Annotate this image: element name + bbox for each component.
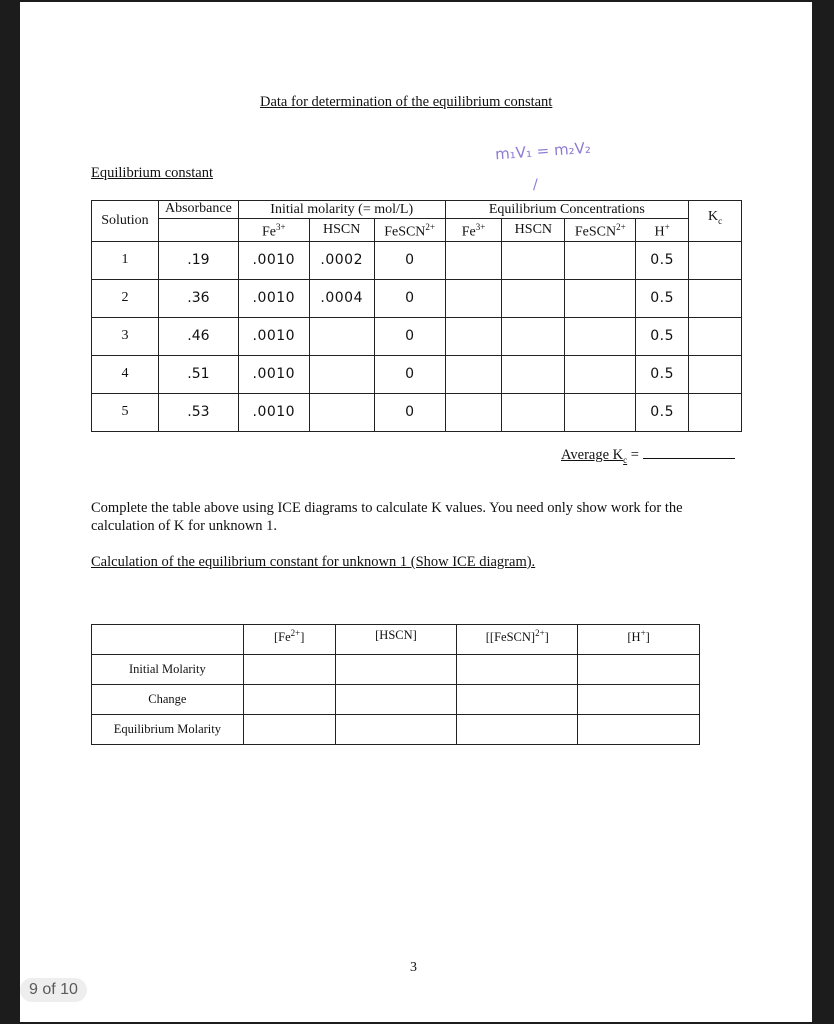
ice-cell xyxy=(457,685,578,715)
cell-eq-fescn xyxy=(565,355,636,393)
table-row xyxy=(92,393,742,431)
cell-initial-fe: .0010 xyxy=(238,241,309,279)
cell-absorbance: .19 xyxy=(158,241,238,279)
header-kc: $K_c$ xyxy=(689,201,742,242)
cell-initial-hscn xyxy=(309,317,374,355)
ice-cell xyxy=(578,715,700,745)
equilibrium-table xyxy=(91,200,742,432)
header-equilibrium-concentrations: Equilibrium Concentrations xyxy=(445,201,689,219)
cell-solution: 4 xyxy=(92,355,159,393)
cell-kc xyxy=(689,279,742,317)
ice-row xyxy=(92,715,700,745)
cell-initial-hscn: .0002 xyxy=(309,241,374,279)
header-eq-h: H+ xyxy=(636,219,689,242)
ice-table xyxy=(91,624,700,745)
ice-cell xyxy=(457,655,578,685)
ice-row xyxy=(92,655,700,685)
cell-initial-fe: .0010 xyxy=(238,317,309,355)
ice-cell xyxy=(578,655,700,685)
header-initial-molarity: Initial molarity (= mol/L) xyxy=(238,201,445,219)
cell-solution: 3 xyxy=(92,317,159,355)
page-title: Data for determination of the equilibrium constant xyxy=(260,94,553,110)
cell-eq-fe xyxy=(445,279,502,317)
cell-initial-fe: .0010 xyxy=(238,393,309,431)
table-row xyxy=(92,317,742,355)
cell-eq-fescn xyxy=(565,279,636,317)
cell-kc xyxy=(689,355,742,393)
average-kc-blank xyxy=(643,446,735,459)
header-eq-fe: $Fe^{3+}$ xyxy=(445,219,502,242)
ice-row-label: Initial Molarity xyxy=(92,655,244,685)
header-absorbance-blank xyxy=(158,219,238,242)
cell-initial-fescn: 0 xyxy=(374,241,445,279)
cell-eq-hscn xyxy=(502,317,565,355)
cell-eq-h: 0.5 xyxy=(636,317,689,355)
ice-cell xyxy=(578,685,700,715)
header-absorbance: Absorbance xyxy=(158,201,238,219)
cell-eq-h: 0.5 xyxy=(636,241,689,279)
ice-cell xyxy=(243,655,335,685)
ice-cell xyxy=(243,685,335,715)
header-initial-hscn: HSCN xyxy=(309,219,374,242)
cell-kc xyxy=(689,317,742,355)
cell-absorbance: .53 xyxy=(158,393,238,431)
ice-header-hscn: [HSCN] xyxy=(335,625,457,655)
header-eq-hscn: HSCN xyxy=(502,219,565,242)
cell-initial-fe: .0010 xyxy=(238,279,309,317)
cell-eq-fescn xyxy=(565,317,636,355)
cell-initial-fescn: 0 xyxy=(374,355,445,393)
ice-header-h: [H+] xyxy=(578,625,700,655)
handwritten-arrow: / xyxy=(533,177,538,193)
cell-solution: 2 xyxy=(92,279,159,317)
cell-eq-h: 0.5 xyxy=(636,355,689,393)
cell-eq-fe xyxy=(445,393,502,431)
instructions-text: Complete the table above using ICE diagrams to calculate K values. You need only show work for the calculation of K for unknown 1. xyxy=(91,500,683,534)
cell-initial-fescn: 0 xyxy=(374,393,445,431)
cell-initial-fescn: 0 xyxy=(374,317,445,355)
cell-initial-hscn xyxy=(309,393,374,431)
ice-cell xyxy=(457,715,578,745)
cell-absorbance: .51 xyxy=(158,355,238,393)
handwritten-note: m₁V₁ = m₂V₂ xyxy=(494,138,592,164)
cell-eq-fescn xyxy=(565,393,636,431)
cell-eq-fescn xyxy=(565,241,636,279)
cell-initial-fe: .0010 xyxy=(238,355,309,393)
cell-eq-hscn xyxy=(502,279,565,317)
cell-eq-fe xyxy=(445,355,502,393)
table-row xyxy=(92,355,742,393)
average-kc: Average $K_c$ = xyxy=(561,446,735,465)
ice-cell xyxy=(243,715,335,745)
cell-eq-h: 0.5 xyxy=(636,279,689,317)
ice-cell xyxy=(335,715,457,745)
cell-initial-hscn xyxy=(309,355,374,393)
ice-cell xyxy=(335,685,457,715)
ice-header-blank xyxy=(92,625,244,655)
cell-eq-fe xyxy=(445,317,502,355)
calculation-heading: Calculation of the equilibrium constant for unknown 1 (Show ICE diagram). xyxy=(91,554,536,570)
section-label: Equilibrium constant xyxy=(91,165,214,181)
table-row xyxy=(92,241,742,279)
cell-solution: 5 xyxy=(92,393,159,431)
cell-absorbance: .36 xyxy=(158,279,238,317)
header-solution: Solution xyxy=(92,201,159,242)
cell-kc xyxy=(689,241,742,279)
document-page xyxy=(20,2,812,1022)
page-number: 3 xyxy=(410,960,417,975)
ice-cell xyxy=(335,655,457,685)
header-eq-fescn: FeSCN$^{2+}$ xyxy=(565,219,636,242)
cell-solution: 1 xyxy=(92,241,159,279)
cell-eq-hscn xyxy=(502,241,565,279)
cell-initial-fescn: 0 xyxy=(374,279,445,317)
cell-eq-hscn xyxy=(502,393,565,431)
header-initial-fescn: FeSCN$^{2+}$ xyxy=(374,219,445,242)
ice-header-fescn: [[FeSCN]$^{2+}$] xyxy=(457,625,578,655)
cell-absorbance: .46 xyxy=(158,317,238,355)
ice-row-label: Change xyxy=(92,685,244,715)
ice-row xyxy=(92,685,700,715)
ice-row-label: Equilibrium Molarity xyxy=(92,715,244,745)
cell-eq-h: 0.5 xyxy=(636,393,689,431)
cell-kc xyxy=(689,393,742,431)
ice-header-fe: $[Fe^{2+}]$ xyxy=(243,625,335,655)
header-initial-fe: $Fe^{3+}$ xyxy=(238,219,309,242)
cell-initial-hscn: .0004 xyxy=(309,279,374,317)
cell-eq-hscn xyxy=(502,355,565,393)
page-indicator: 9 of 10 xyxy=(20,978,87,1002)
cell-eq-fe xyxy=(445,241,502,279)
table-row xyxy=(92,279,742,317)
